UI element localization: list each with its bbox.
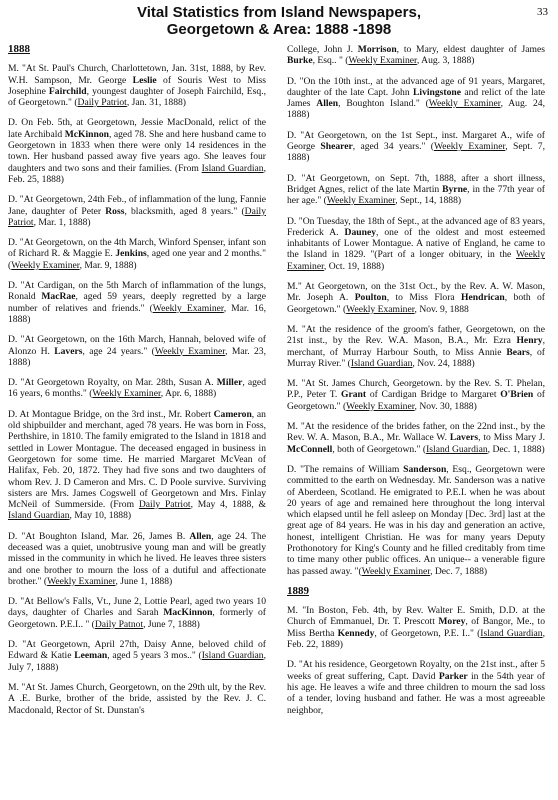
entry-text: , of Bangor, Me., to Miss Bertha: [287, 616, 546, 639]
newspaper-source: Weekly Examiner: [152, 302, 224, 314]
entry-text: D. "At Georgetown, on the 1st Sept., inst. Margaret A., wife of George: [287, 129, 545, 153]
entry-text: , aged 78. She and here husband came to Georgetown in 1833 when there were only 14 residences in the town. Her husband passed away five years ago. She leaves four daughters and two sons and their families. (From: [8, 128, 266, 174]
entry-text: M. "At St. Paul's Church, Charlottetown, Jan. 31st, 1888, by Rev. W.H. Sampson, Mr. George: [8, 63, 266, 86]
newspaper-source: Island Guardian: [350, 357, 413, 369]
entry-text: , Nov. 30, 1888): [414, 400, 477, 412]
entry-text: M. "At St. James Church, Georgetown, on the 29th ult, by the Rev. A .E. Burke, brother of the bride, assisted by the Rev. J. C. Macdonald, Rector of St. Dunstan's: [8, 681, 266, 716]
newspaper-source: Weekly Examiner: [287, 249, 545, 272]
entry-text: , Apr. 6, 1888): [160, 388, 217, 400]
entry-text: , Jan. 31, 1888): [126, 97, 186, 109]
year-heading-1888: 1888: [8, 43, 30, 55]
surname: Bears: [506, 346, 530, 358]
entry-text: , age 24. The deceased was a quiet, unobtrusive young man and will be greatly missed in the community in which he lived. He leaves three sisters and one brother to mourn the loss of a dutiful and affectionate brother." (: [8, 530, 266, 587]
entry-text: M. "In Boston, Feb. 4th, by Rev. Walter E. Smith, D.D. at the Church of Emmanuel, Dr. T. Prescott: [287, 605, 545, 628]
record-entry: [287, 44, 545, 67]
page-title-line-2: Georgetown & Area: 1888 -1898: [166, 21, 392, 38]
record-entry: [287, 76, 545, 121]
surname: Lavers: [449, 432, 479, 444]
newspaper-source: Daily Patnot: [94, 618, 144, 630]
entry-text: , June 7, 1888): [143, 618, 200, 630]
surname: Morey: [438, 616, 466, 628]
entry-text: , to Miss Flora: [386, 292, 462, 304]
year-heading-1889: 1889: [287, 584, 309, 597]
surname: Livingstone: [413, 86, 461, 98]
record-entry: [287, 464, 545, 577]
entry-text: , to Miss Mary J.: [478, 432, 546, 444]
newspaper-source: Weekly Examiner: [326, 195, 396, 207]
record-entry: [8, 117, 266, 185]
newspaper-source: Daily Patriot: [77, 97, 127, 109]
record-entry: [287, 281, 545, 315]
entry-text: , May 4, 1888, &: [190, 499, 266, 511]
record-entry: [8, 409, 266, 522]
entry-text: , blacksmith, aged 8 years." (: [124, 205, 245, 217]
entry-text: , Mar. 23, 1888): [8, 345, 266, 368]
entry-text: D. "At Bellow's Falls, Vt., June 2, Lottie Pearl, aged two years 10 days, daughter of Charles and Sarah: [8, 596, 266, 619]
entry-text: D. "At Georgetown, 24th Feb., of inflammation of the lung, Fannie Jane, daughter of Peter: [8, 194, 266, 217]
entry-text: , formerly of Georgetown. P.E.I.. " (: [8, 607, 266, 630]
entry-text: , youngest daughter of Joseph Fairchild, Esq., of Georgetown." (: [8, 85, 266, 109]
surname: Dauney: [344, 226, 376, 238]
entry-text: , both of Georgetown." (: [332, 443, 427, 455]
record-entry: [8, 682, 266, 716]
surname: McKinnon: [64, 128, 109, 140]
record-entry: [287, 605, 545, 650]
entry-text: , age 24 years." (: [82, 345, 155, 357]
surname: Miller: [216, 377, 243, 389]
entry-text: D. "The remains of William: [287, 463, 404, 475]
record-entry: [287, 421, 545, 455]
record-entry: [8, 194, 266, 228]
left-entries: [8, 63, 266, 716]
entry-text: D. At Montague Bridge, on the 3rd inst., Mr. Robert: [8, 408, 214, 420]
surname: Poulton: [354, 292, 387, 304]
newspaper-source: Weekly Examiner: [11, 259, 80, 271]
surname: Shearer: [320, 141, 353, 153]
entry-text: D. "At Georgetown, April 27th, Daisy Anne, beloved child of Edward & Katie: [8, 639, 266, 662]
record-entry: [8, 334, 266, 368]
record-entry: [287, 216, 545, 272]
newspaper-source: Weekly Examiner: [428, 98, 501, 110]
surname: MacRae: [41, 291, 76, 303]
entry-text: , both of Georgetown." (: [287, 292, 545, 315]
entry-text: , Oct. 19, 1888): [323, 260, 385, 272]
entry-text: D. "At Georgetown, on Sept. 7th, 1888, after a short illness, Bridget Agnes, relict of the late Martin: [287, 172, 545, 195]
entry-text: , Nov. 24, 1888): [412, 357, 475, 369]
surname: Ross: [105, 205, 125, 217]
newspaper-source: Island Guardian: [201, 650, 264, 662]
entry-text: , to Mary, eldest daughter of James: [396, 44, 545, 55]
record-entry: [287, 130, 545, 164]
surname: McConnell: [287, 443, 333, 455]
entry-text: , Sept., 14, 1888): [395, 195, 462, 207]
entry-text: D. "At his residence, Georgetown Royalty, on the 21st inst., after 5 weeks of great suffering, Capt. David: [287, 659, 545, 682]
newspaper-source: Weekly Examiner: [346, 303, 415, 315]
record-entry: [287, 173, 545, 207]
entry-text: of Souris West to Miss Josephine: [8, 74, 266, 97]
entry-text: , May 10, 1888): [69, 510, 132, 522]
surname: Cameron: [213, 408, 252, 420]
entry-text: , Sept. 7, 1888): [287, 141, 545, 164]
entry-text: D. "At Boughton Island, Mar. 26, James B.: [8, 530, 190, 542]
record-entry: [8, 63, 266, 108]
surname: Jenkins: [115, 248, 147, 260]
entry-text: , Aug. 24, 1888): [287, 98, 545, 121]
surname: Allen: [189, 530, 212, 542]
entry-text: D. On Feb. 5th, at Georgetown, Jessie MacDonald, relict of the late Archibald: [8, 117, 266, 140]
entry-text: of Georgetown." (: [287, 389, 545, 412]
newspaper-source: Island Guardian: [8, 510, 70, 522]
surname: Hendrican: [461, 292, 505, 304]
entry-text: , Esq., Georgetown were committed to the earth on Wednesday. Mr. Sanderson was a native of Aberdeen, Scotland. He emigrated to P.E.I. when he was about 20 years of age and remained here throughout the long interval which elapsed until he fell asleep on Monday [Dec. 3rd] last at the great age of 84 years. He was in his day and generation an active, honest, intelligent Christian. He was for many years Deputy Prothonotory for King's County and he filled creditably from time to time many other public offices. An unique-- a venerable figure has passed away. "(: [287, 463, 545, 577]
surname: MacKinnon: [163, 607, 213, 619]
left-column: [8, 44, 266, 725]
newspaper-source: Weekly Examiner: [433, 141, 506, 153]
newspaper-source: Island Guardian: [426, 443, 488, 455]
entry-text: , Feb. 25, 1888): [8, 162, 266, 185]
entry-text: , aged 5 years 3 mos.." (: [107, 650, 202, 662]
newspaper-source: Daily Patriot: [138, 499, 191, 511]
record-entry: [8, 639, 266, 673]
entry-text: and relict of the late James: [287, 86, 545, 110]
surname: Byrne: [442, 183, 468, 195]
entry-text: , Dec. 7, 1888): [430, 565, 488, 577]
newspaper-source: Weekly Examiner: [92, 388, 161, 400]
record-entry: [287, 659, 545, 715]
page-number: 33: [537, 6, 548, 18]
entry-text: D. "At Georgetown Royalty, on Mar. 28th, Susan A.: [8, 377, 217, 389]
entry-text: D. "At Cardigan, on the 5th March of inflammation of the lungs, Ronald: [8, 280, 266, 303]
entry-text: , Boughton Island." (: [338, 98, 429, 110]
entry-text: of Cardigan Bridge to Margaret: [366, 389, 501, 401]
entry-text: , Mar. 1, 1888): [33, 216, 91, 228]
newspaper-source: Weekly Examiner: [361, 565, 431, 577]
entry-text: , merchant, of Murray Harbour South, to Miss Annie: [287, 335, 545, 358]
surname: Parker: [438, 670, 468, 682]
page-header: [0, 4, 558, 38]
surname: Sanderson: [403, 463, 447, 475]
newspaper-source: Weekly Examiner: [154, 345, 226, 357]
entry-text: , Nov. 9, 1888: [414, 303, 469, 315]
entry-text: M. "At the residence of the brides father, on the 22nd inst., by the Rev. W. A. Mason, B.A., Mr. Wallace W.: [287, 421, 545, 444]
entry-text: , Esq.. " (: [312, 55, 349, 67]
record-entry: [8, 280, 266, 325]
surname: Leeman: [74, 650, 108, 662]
entry-text: , Aug. 3, 1888): [416, 55, 475, 67]
entry-text: , aged one year and 2 months." (: [8, 248, 266, 271]
entry-text: , Mar. 16, 1888): [8, 302, 266, 325]
surname: Leslie: [132, 74, 157, 86]
entry-text: , in the 77th year of her age." (: [287, 183, 545, 207]
entry-text: in the 54th year of his age. He leaves a wife and three children to mourn the sad loss of a tender, loving husband and father. He was a most agreeable neighbor,: [287, 670, 545, 716]
record-entry: [287, 324, 545, 369]
entry-text: D. "At Georgetown, on the 16th March, Hannah, beloved wife of Alonzo H.: [8, 334, 266, 357]
surname: Fairchild: [48, 85, 87, 97]
surname: Allen: [316, 98, 339, 110]
entry-text: D. "On Tuesday, the 18th of Sept., at the advanced age of 83 years, Frederick A.: [287, 215, 545, 238]
record-entry: [8, 596, 266, 630]
entry-text: College, John J.: [287, 44, 358, 55]
entry-text: , one of the oldest and most esteemed inhabitants of Lower Montague. A native of England, he came to the Island in 1829. "(Part of a longer obituary, in the: [287, 226, 546, 261]
newspaper-source: Daily Patriot: [8, 205, 266, 228]
newspaper-source: Island Guardian: [201, 162, 264, 174]
entry-text: M." At Georgetown, on the 31st Oct., by the Rev. A. W. Mason, Mr. Joseph A.: [287, 281, 545, 304]
record-entry: [8, 237, 266, 271]
newspaper-source: Weekly Examiner: [348, 55, 417, 67]
newspaper-source: Weekly Examiner: [47, 575, 116, 587]
entry-text: , Mar. 9, 1888): [79, 259, 137, 271]
entry-text: , aged 59 years, deeply regretted by a large number of relatives and friends." (: [8, 291, 266, 314]
entry-text: , June 1, 1888): [115, 575, 173, 587]
surname: Morrison: [357, 44, 397, 55]
entry-text: D. "At Georgetown, on the 4th March, Winford Spenser, infant son of Richard R. & Maggie E.: [8, 237, 266, 260]
record-entry: [8, 377, 266, 400]
entry-text: , of Georgetown, P.E. I.." (: [374, 627, 481, 639]
surname: Henry: [516, 335, 543, 347]
entry-text: M. "At St. James Church, Georgetown. by the Rev. S. T. Phelan, P.P., Peter T.: [287, 378, 545, 401]
entry-text: M. "At the residence of the groom's father, Georgetown, on the 21st inst., by the Rev. W.A. Mason, B.A., Mr. Ezra: [287, 323, 545, 347]
surname: O'Brien: [500, 389, 534, 401]
entry-text: , Dec. 1, 1888): [487, 443, 545, 455]
surname: Lavers: [54, 345, 83, 357]
page-title-line-1: Vital Statistics from Island Newspapers,: [137, 4, 421, 21]
entry-text: , an old shipbuilder and merchant, aged 78 years. He was born in Foss, Perthshire, in 1810. The family emigrated to the Island in 1818 and settled in Lower Montague. The deceased engaged in business in Georgetown for some time. He married Margaret McVean of Halifax, Feb. 20, 1872. They had five sons and two daughters of whom Rev. J. D Cameron and Mrs. C. D Poole survive. Surviving sisters are Mrs. James Cogswell of Georgetown and Mrs. Finlay McNeil of Summerside. (From: [8, 408, 267, 511]
entry-text: , aged 34 years." (: [352, 141, 434, 153]
record-entry: [8, 531, 266, 587]
right-entries-top: [287, 44, 545, 577]
entry-text: , aged 16 years, 6 months." (: [8, 377, 266, 400]
record-entry: [287, 378, 545, 412]
surname: Grant: [341, 389, 367, 401]
right-column: [287, 44, 545, 725]
entry-text: D. "On the 10th inst., at the advanced age of 91 years, Margaret, daughter of the late Capt. John: [287, 75, 545, 98]
newspaper-source: Weekly Examiner: [346, 400, 415, 412]
right-entries-bottom: [287, 605, 545, 716]
surname: Kennedy: [337, 627, 375, 639]
newspaper-source: Island Guardian: [480, 627, 543, 639]
entry-text: , of Murray River." (: [287, 346, 545, 369]
entry-text: , July 7, 1888): [8, 650, 266, 673]
entry-text: , Feb. 22, 1889): [287, 627, 545, 651]
surname: Burke: [287, 55, 313, 67]
